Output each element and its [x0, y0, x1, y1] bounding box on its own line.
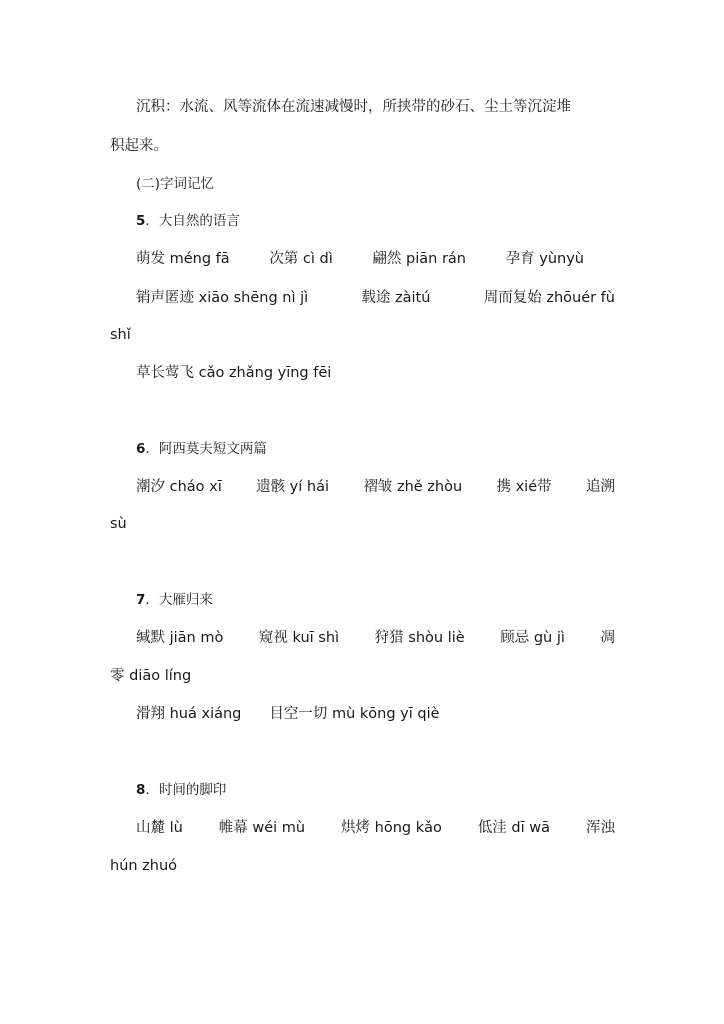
- vocab-row: [136, 288, 615, 308]
- lesson-number: 5: [136, 213, 146, 229]
- vocab-item: 遗骸 yí hái: [256, 479, 330, 495]
- lesson-heading-8: [136, 780, 615, 800]
- vocab-item: 孕育 yùnyù: [505, 251, 584, 267]
- definition-line-1: 沉积：水流、风等流体在流速减慢时，所挟带的砂石、尘土等沉淀堆: [136, 99, 571, 115]
- vocab-item: 窥视 kuī shì: [258, 630, 340, 646]
- lesson-title: ．时间的脚印: [145, 782, 227, 798]
- lesson-title: ．阿西莫夫短文两篇: [145, 441, 267, 457]
- lesson-number: 8: [136, 782, 146, 798]
- vocab-item: 潮汐 cháo xī: [136, 479, 222, 495]
- vocab-item: 浑浊: [585, 820, 615, 836]
- vocab-item: 缄默 jiān mò: [136, 630, 224, 646]
- vocab-item: 滑翔 huá xiáng: [136, 706, 242, 722]
- vocab-row: [136, 704, 615, 724]
- definition-line-2: 积起来。: [110, 138, 168, 154]
- vocab-item: 目空一切 mù kōng yī qiè: [269, 706, 440, 722]
- lesson-number: 7: [136, 592, 146, 608]
- vocab-item: 载途 zàitú: [361, 290, 431, 306]
- vocab-item: 周而复始 zhōuér fù: [483, 290, 615, 306]
- vocab-item: 低洼 dī wā: [477, 820, 551, 836]
- vocab-item: 狩猎 shòu liè: [374, 630, 465, 646]
- lesson-number: 6: [136, 441, 146, 457]
- vocab-row-continuation: hún zhuó: [110, 858, 178, 874]
- vocab-item: 山麓 lù: [136, 820, 183, 836]
- vocab-item: 翩然 piān rán: [372, 251, 466, 267]
- vocab-item: 凋: [600, 630, 615, 646]
- vocab-row-continuation: 零 diāo líng: [110, 668, 192, 684]
- lesson-heading-6: [136, 439, 615, 459]
- vocab-row: 草长莺飞 cǎo zhǎng yīng fēi: [136, 365, 332, 381]
- vocab-item: 褶皱 zhě zhòu: [363, 479, 463, 495]
- lesson-heading-5: [136, 211, 615, 231]
- vocab-item: 销声匿迹 xiāo shēng nì jì: [136, 290, 309, 306]
- vocab-row: [136, 628, 615, 648]
- lesson-heading-7: [136, 590, 615, 610]
- vocab-row-continuation: shǐ: [110, 327, 131, 343]
- vocab-row: [136, 249, 584, 269]
- vocab-item: 烘烤 hōng kǎo: [341, 820, 442, 836]
- vocab-item: 帷幕 wéi mù: [218, 820, 306, 836]
- vocab-row-continuation: sù: [110, 516, 127, 532]
- vocab-row: [136, 477, 615, 497]
- vocab-item: 次第 cì dì: [269, 251, 333, 267]
- lesson-title: ．大雁归来: [145, 592, 213, 608]
- section-title: (二)字词记忆: [136, 176, 215, 192]
- vocab-item: 追溯: [585, 479, 615, 495]
- vocab-item: 携 xié带: [496, 479, 552, 495]
- vocab-item: 萌发 méng fā: [136, 251, 230, 267]
- vocab-row: [136, 818, 615, 838]
- vocab-item: 顾忌 gù jì: [500, 630, 565, 646]
- lesson-title: ．大自然的语言: [145, 213, 240, 229]
